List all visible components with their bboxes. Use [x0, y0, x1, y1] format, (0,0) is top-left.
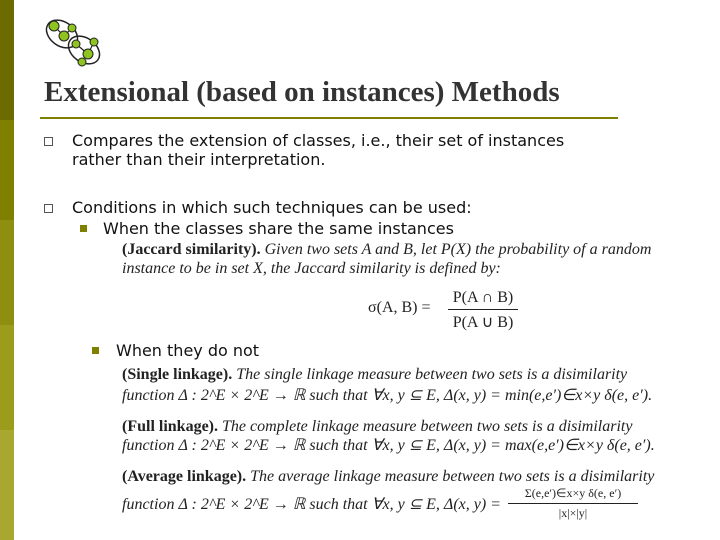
fraction-bar: [448, 309, 518, 310]
full-linkage-text-1: The complete linkage measure between two sets is a disimilarity: [222, 418, 633, 435]
jaccard-line-1: [122, 241, 651, 259]
jaccard-fraction: [448, 289, 518, 332]
jaccard-label: (Jaccard similarity).: [122, 241, 261, 258]
bullet-square-icon: [44, 137, 53, 146]
bullet-1-line-2: rather than their interpretation.: [72, 150, 326, 169]
jaccard-text-1: Given two sets A and B, let P(X) the probability of a random: [264, 241, 652, 258]
single-linkage-label: (Single linkage).: [122, 366, 233, 383]
full-linkage-label: (Full linkage).: [122, 418, 219, 435]
title-underline: [40, 117, 618, 119]
slide-title: Extensional (based on instances) Methods: [44, 76, 560, 108]
sub-bullet-square-icon: [92, 347, 99, 354]
sub-bullet-square-icon: [80, 225, 87, 232]
jaccard-denominator: P(A ∪ B): [452, 314, 514, 331]
average-linkage-text-2: function Δ : 2^E × 2^E → ℝ such that ∀x, y ⊆ E, Δ(x, y) =: [122, 496, 501, 513]
sidebar-segment-3: [0, 325, 14, 430]
fraction-bar: [508, 503, 638, 504]
bullet-square-icon: [44, 204, 53, 213]
average-linkage-numerator: Σ(e,e′)∈x×y δ(e, e′): [524, 486, 622, 500]
full-linkage-text-2: function Δ : 2^E × 2^E → ℝ such that ∀x, y ⊆ E, Δ(x, y) = max(e,e′)∈x×y δ(e, e′).: [122, 437, 655, 454]
average-linkage-line-1: [122, 468, 654, 486]
sidebar-segment-top: [0, 0, 14, 120]
single-linkage-text-2: function Δ : 2^E × 2^E → ℝ such that ∀x, y ⊆ E, Δ(x, y) = min(e,e′)∈x×y δ(e, e′).: [122, 387, 653, 404]
sidebar-stripe: [0, 0, 14, 540]
bullet-2-line-1: Conditions in which such techniques can be used:: [72, 198, 472, 217]
full-linkage-line-1: [122, 418, 632, 436]
single-linkage-line-1: [122, 366, 627, 384]
molecule-logo-icon: [42, 14, 110, 70]
jaccard-formula-lhs: σ(A, B) =: [368, 299, 431, 316]
average-linkage-text-1: The average linkage measure between two sets is a disimilarity: [250, 468, 655, 485]
sidebar-segment-1: [0, 120, 14, 220]
sidebar-segment-2: [0, 220, 14, 325]
jaccard-text-2: instance to be in set X, the Jaccard similarity is defined by:: [122, 260, 501, 277]
sub-bullet-2-text: When they do not: [116, 341, 260, 360]
sub-bullet-1-text: When the classes share the same instances: [103, 219, 454, 238]
average-linkage-denominator: |x|×|y|: [558, 506, 588, 520]
sidebar-segment-4: [0, 430, 14, 540]
average-linkage-fraction: [508, 486, 638, 521]
bullet-1-line-1: Compares the extension of classes, i.e., their set of instances: [72, 131, 565, 150]
average-linkage-label: (Average linkage).: [122, 468, 247, 485]
jaccard-numerator: P(A ∩ B): [452, 289, 514, 306]
single-linkage-text-1: The single linkage measure between two sets is a disimilarity: [236, 366, 628, 383]
